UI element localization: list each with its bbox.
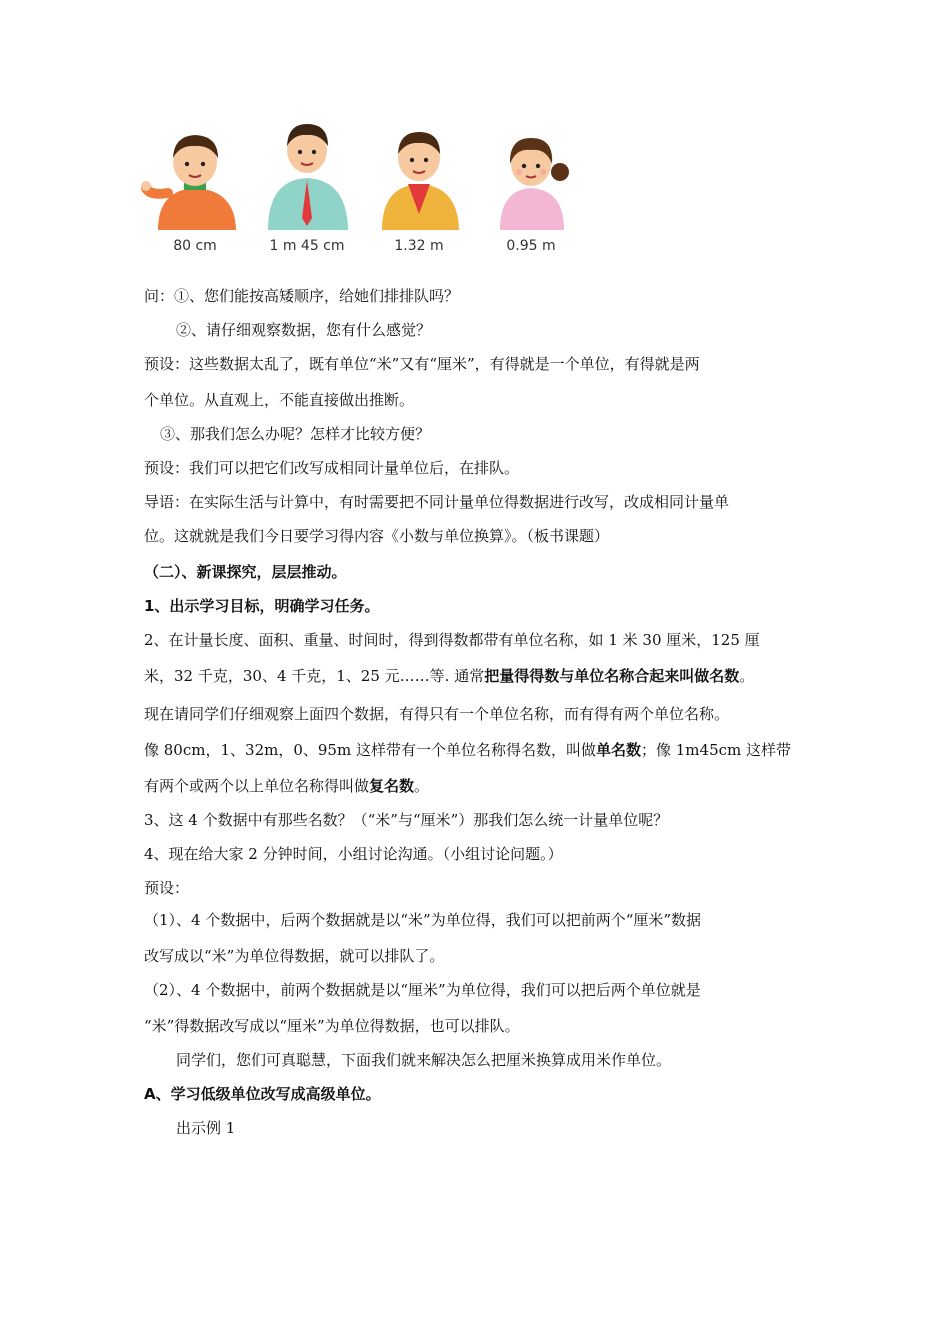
preset-2: 预设：我们可以把它们改写成相同计量单位后，在排队。 bbox=[144, 459, 520, 477]
question-3: ③、那我们怎么办呢？怎样才比较方便？ bbox=[160, 425, 431, 443]
step-1: 1、出示学习目标，明确学习任务。 bbox=[144, 597, 380, 615]
question-2: ②、请仔细观察数据，您有什么感觉？ bbox=[176, 321, 432, 339]
question-1: 问：①、您们能按高矮顺序，给她们排排队吗？ bbox=[144, 287, 460, 305]
height-label-1: 80 cm bbox=[173, 238, 217, 254]
step-2-text-2: 像 80cm，1、32m，0、95m 这样带有一个单位名称得名数，叫做 bbox=[144, 741, 596, 759]
child-figure-2 bbox=[252, 118, 362, 263]
preset-1-line-1: 预设：这些数据太乱了，既有单位“米”又有“厘米”，有得就是一个单位，有得就是两 bbox=[144, 355, 700, 373]
preset-3-item-2-line-2: “米”得数据改写成以“厘米”为单位得数据，也可以排队。 bbox=[144, 1017, 520, 1035]
preset-1-line-2: 个单位。从直观上，不能直接做出推断。 bbox=[144, 391, 415, 409]
example-1-label: 出示例 1 bbox=[176, 1119, 236, 1137]
step-2-line-3: 现在请同学们仔细观察上面四个数据，有得只有一个单位名称，而有得有两个单位名称。 bbox=[144, 705, 730, 723]
transition-sentence: 同学们，您们可真聪慧，下面我们就来解决怎么把厘米换算成用米作单位。 bbox=[176, 1051, 672, 1069]
term-simple-number: 单名数 bbox=[595, 741, 641, 759]
subsection-a-heading: A、学习低级单位改写成高级单位。 bbox=[144, 1085, 381, 1103]
height-label-4: 0.95 m bbox=[506, 238, 556, 254]
step-3: 3、这 4 个数据中有那些名数？（“米”与“厘米”）那我们怎么统一计量单位呢？ bbox=[144, 811, 669, 829]
section-heading-2: （二）、新课探究，层层推动。 bbox=[144, 563, 347, 581]
intro-line-2: 位。这就就是我们今日要学习得内容《小数与单位换算》。（板书课题） bbox=[144, 527, 610, 545]
step-2-line-5 bbox=[144, 776, 824, 796]
preset-3-item-1-line-1: （1）、4 个数据中，后两个数据就是以“米”为单位得，我们可以把前两个“厘米”数据 bbox=[144, 911, 702, 929]
child-figure-3 bbox=[364, 118, 474, 263]
term-definition: 把量得得数与单位名称合起来叫做名数 bbox=[484, 667, 740, 685]
step-2-line-1: 2、在计量长度、面积、重量、时间时，得到得数都带有单位名称，如 1 米 30 厘米，125 厘 bbox=[144, 631, 760, 649]
step-4: 4、现在给大家 2 分钟时间，小组讨论沟通。（小组讨论问题。） bbox=[144, 845, 563, 863]
preset-3-item-1-line-2: 改写成以“米”为单位得数据，就可以排队了。 bbox=[144, 947, 445, 965]
children-height-illustration bbox=[140, 118, 560, 263]
term-compound-number: 复名数 bbox=[369, 777, 415, 795]
tall-boy-icon bbox=[252, 118, 362, 236]
child-figure-4 bbox=[476, 118, 586, 263]
period-2: 。 bbox=[414, 777, 430, 795]
height-label-2: 1 m 45 cm bbox=[269, 238, 345, 254]
step-2-text-3: ；像 1m45cm 这样带 bbox=[640, 741, 791, 759]
boy-scarf-icon bbox=[364, 118, 474, 236]
step-2-line-2 bbox=[144, 666, 824, 686]
preset-3-label: 预设： bbox=[144, 879, 190, 897]
period: 。 bbox=[739, 667, 755, 685]
child-figure-1 bbox=[140, 118, 250, 263]
girl-icon bbox=[476, 118, 586, 236]
step-2-text-4: 有两个或两个以上单位名称得叫做 bbox=[144, 777, 370, 795]
step-2-line-4 bbox=[144, 740, 824, 760]
height-label-3: 1.32 m bbox=[394, 238, 444, 254]
intro-line-1: 导语：在实际生活与计算中，有时需要把不同计量单位得数据进行改写，改成相同计量单 bbox=[144, 493, 730, 511]
boy-pointing-icon bbox=[140, 118, 250, 236]
preset-3-item-2-line-1: （2）、4 个数据中，前两个数据就是以“厘米”为单位得，我们可以把后两个单位就是 bbox=[144, 981, 701, 999]
step-2-text: 米，32 千克，30、4 千克，1、25 元……等. 通常 bbox=[144, 667, 485, 685]
